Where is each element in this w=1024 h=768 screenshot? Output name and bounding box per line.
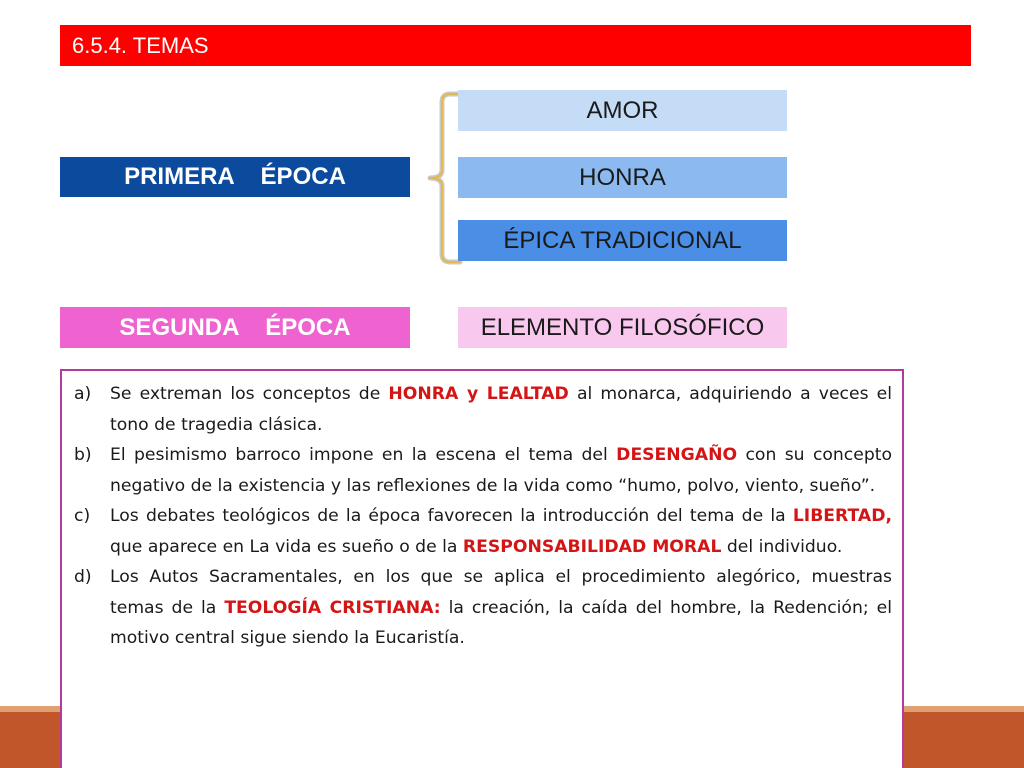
highlight-term: TEOLOGÍA CRISTIANA:	[224, 597, 441, 618]
theme-elemento-filosofico: ELEMENTO FILOSÓFICO	[458, 307, 787, 348]
highlight-term: HONRA y LEALTAD	[388, 384, 569, 404]
section-title: 6.5.4. TEMAS	[60, 25, 971, 66]
item-text: al monarca, adquiriendo a veces el tono de tragedia clásica.	[110, 384, 892, 435]
list-item	[72, 440, 892, 501]
themes-list	[72, 379, 892, 654]
item-text: Se extreman los conceptos de	[110, 384, 389, 404]
footer-stripe-right	[904, 712, 1024, 768]
item-text: con su concepto negativo de la existencia y las reflexiones de la vida como “humo, polvo, viento, sueño”.	[110, 445, 892, 496]
item-marker: d)	[74, 567, 92, 587]
theme-amor: AMOR	[458, 90, 787, 131]
item-text: Los debates teológicos de la época favorecen la introducción del tema de la	[110, 506, 793, 526]
item-text: que aparece en La vida es sueño o de la	[110, 536, 463, 557]
item-marker: b)	[74, 445, 92, 465]
highlight-term: DESENGAÑO	[616, 445, 738, 465]
theme-epica-tradicional: ÉPICA TRADICIONAL	[458, 220, 787, 261]
first-era-label: PRIMERA ÉPOCA	[60, 157, 410, 197]
second-era-label: SEGUNDA ÉPOCA	[60, 307, 410, 348]
item-text: del individuo.	[721, 536, 843, 557]
list-item	[72, 379, 892, 440]
footer-stripe-left	[0, 712, 60, 768]
item-marker: c)	[74, 506, 91, 526]
highlight-term: LIBERTAD,	[792, 506, 892, 526]
item-marker: a)	[74, 384, 92, 404]
item-text: Los Autos Sacramentales, en los que se aplica el procedimiento alegórico, muestras temas de la	[110, 567, 892, 618]
highlight-term: RESPONSABILIDAD MORAL	[462, 536, 722, 557]
list-item	[72, 501, 892, 562]
list-item	[72, 562, 892, 654]
item-text: El pesimismo barroco impone en la escena el tema del	[110, 445, 617, 465]
item-text: la creación, la caída del hombre, la Redención; el motivo central sigue siendo la Eucaristía.	[110, 597, 892, 648]
themes-description-panel	[60, 369, 904, 768]
theme-honra: HONRA	[458, 157, 787, 198]
